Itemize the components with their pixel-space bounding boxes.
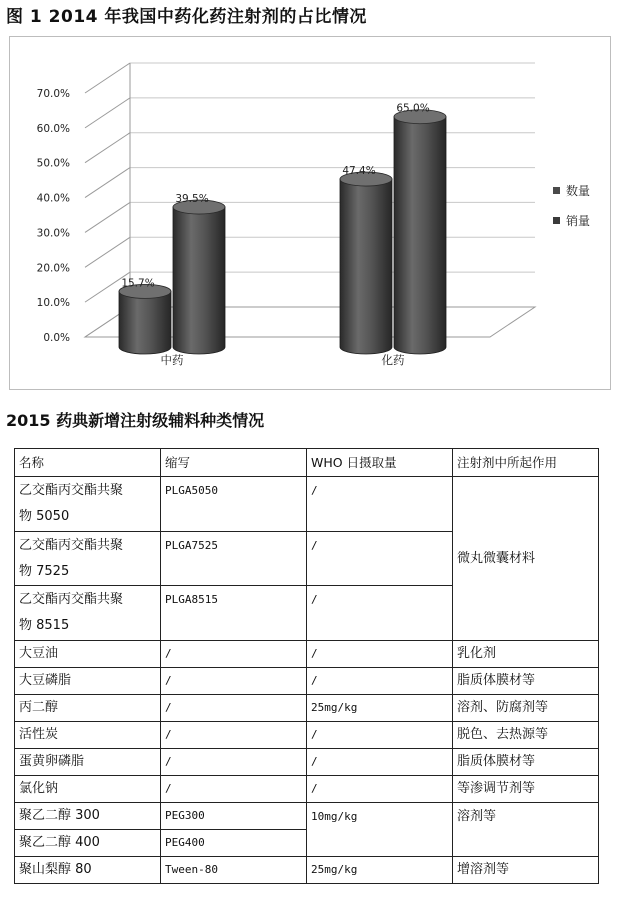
cell-name: 聚乙二醇 300 [15,803,161,830]
cell-role: 乳化剂 [453,641,599,668]
cell-who-merged: 10mg/kg [307,803,453,857]
cell-abbr: / [161,695,307,722]
cell-role-merged: 微丸微囊材料 [453,477,599,641]
legend-swatch [553,217,560,224]
gridline-diagonal [85,133,130,163]
bar-body [173,207,225,354]
cell-role-merged: 溶剂等 [453,803,599,857]
cell-abbr: PEG300 [161,803,307,830]
bar-chart [10,37,610,389]
legend-label: 数量 [566,184,591,198]
cell-role: 溶剂、防腐剂等 [453,695,599,722]
chart-frame [9,36,611,390]
gridline-diagonal [85,237,130,267]
header-abbr: 缩写 [161,449,307,477]
bar-body [119,291,171,354]
table-row [15,776,599,803]
cell-who: / [307,477,453,532]
y-tick-label: 10.0% [36,297,70,310]
y-tick-label: 60.0% [36,122,70,135]
bar-数量-化药 [340,165,392,354]
cell-role: 脂质体膜材等 [453,749,599,776]
data-label: 65.0% [396,102,430,115]
x-tick-label: 中药 [160,353,184,367]
y-tick-label: 20.0% [36,262,70,275]
cell-name: 聚山梨醇 80 [15,857,161,884]
cell-abbr: / [161,722,307,749]
cell-abbr: PLGA7525 [161,532,307,586]
data-label: 39.5% [175,193,209,206]
y-tick-label: 40.0% [36,192,70,205]
table-row [15,668,599,695]
figure-title: 图 1 2014 年我国中药化药注射剂的占比情况 [6,7,367,27]
cell-role: 脱色、去热源等 [453,722,599,749]
bar-销量-化药 [394,103,446,354]
header-name: 名称 [15,449,161,477]
y-axis-ticks [37,88,70,344]
table-row [15,477,599,532]
cell-who: / [307,532,453,586]
cell-name: 活性炭 [15,722,161,749]
legend-label: 销量 [566,214,591,228]
cell-name: 氯化钠 [15,776,161,803]
data-label: 47.4% [342,165,376,178]
y-tick-label: 50.0% [36,157,70,170]
x-axis-labels [161,353,405,367]
cell-abbr: PEG400 [161,830,307,857]
cell-name: 大豆油 [15,641,161,668]
cell-role: 增溶剂等 [453,857,599,884]
cell-role: 等渗调节剂等 [453,776,599,803]
cell-name: 蛋黄卵磷脂 [15,749,161,776]
cell-name: 聚乙二醇 400 [15,830,161,857]
cell-name: 大豆磷脂 [15,668,161,695]
header-role: 注射剂中所起作用 [453,449,599,477]
gridline-diagonal [85,202,130,232]
cell-name: 乙交酯丙交酯共聚 物 5050 [15,477,161,532]
chart-bars [119,103,446,354]
legend-swatch [553,187,560,194]
chart-legend [553,183,590,228]
cell-name: 丙二醇 [15,695,161,722]
data-label: 15.7% [121,277,155,290]
cell-who: / [307,586,453,641]
bar-body [340,179,392,354]
cell-abbr: / [161,641,307,668]
excipient-table [14,448,599,884]
gridline-diagonal [85,98,130,128]
table-row [15,803,599,830]
cell-abbr: / [161,668,307,695]
cell-role: 脂质体膜材等 [453,668,599,695]
header-who: WHO 日摄取量 [307,449,453,477]
cell-abbr: PLGA8515 [161,586,307,641]
table-row [15,641,599,668]
y-tick-label: 70.0% [36,88,70,100]
cell-who: / [307,749,453,776]
cell-abbr: / [161,776,307,803]
gridline-diagonal [85,168,130,198]
table-row [15,695,599,722]
cell-abbr: PLGA5050 [161,477,307,532]
bar-销量-中药 [173,193,225,354]
table-row [15,722,599,749]
cell-who: / [307,722,453,749]
cell-name: 乙交酯丙交酯共聚 物 7525 [15,532,161,586]
cell-abbr: Tween-80 [161,857,307,884]
cell-who: / [307,641,453,668]
cell-abbr: / [161,749,307,776]
bar-数量-中药 [119,277,171,354]
table-row [15,857,599,884]
table-header-row [15,449,599,477]
cell-who: / [307,668,453,695]
table-title: 2015 药典新增注射级辅料种类情况 [6,411,265,430]
bar-body [394,117,446,354]
x-tick-label: 化药 [381,353,405,367]
cell-who: 25mg/kg [307,695,453,722]
cell-name: 乙交酯丙交酯共聚 物 8515 [15,586,161,641]
y-tick-label: 0.0% [43,332,70,344]
table-row [15,749,599,776]
y-tick-label: 30.0% [36,227,70,240]
gridline-diagonal [85,63,130,93]
cell-who: 25mg/kg [307,857,453,884]
cell-who: / [307,776,453,803]
